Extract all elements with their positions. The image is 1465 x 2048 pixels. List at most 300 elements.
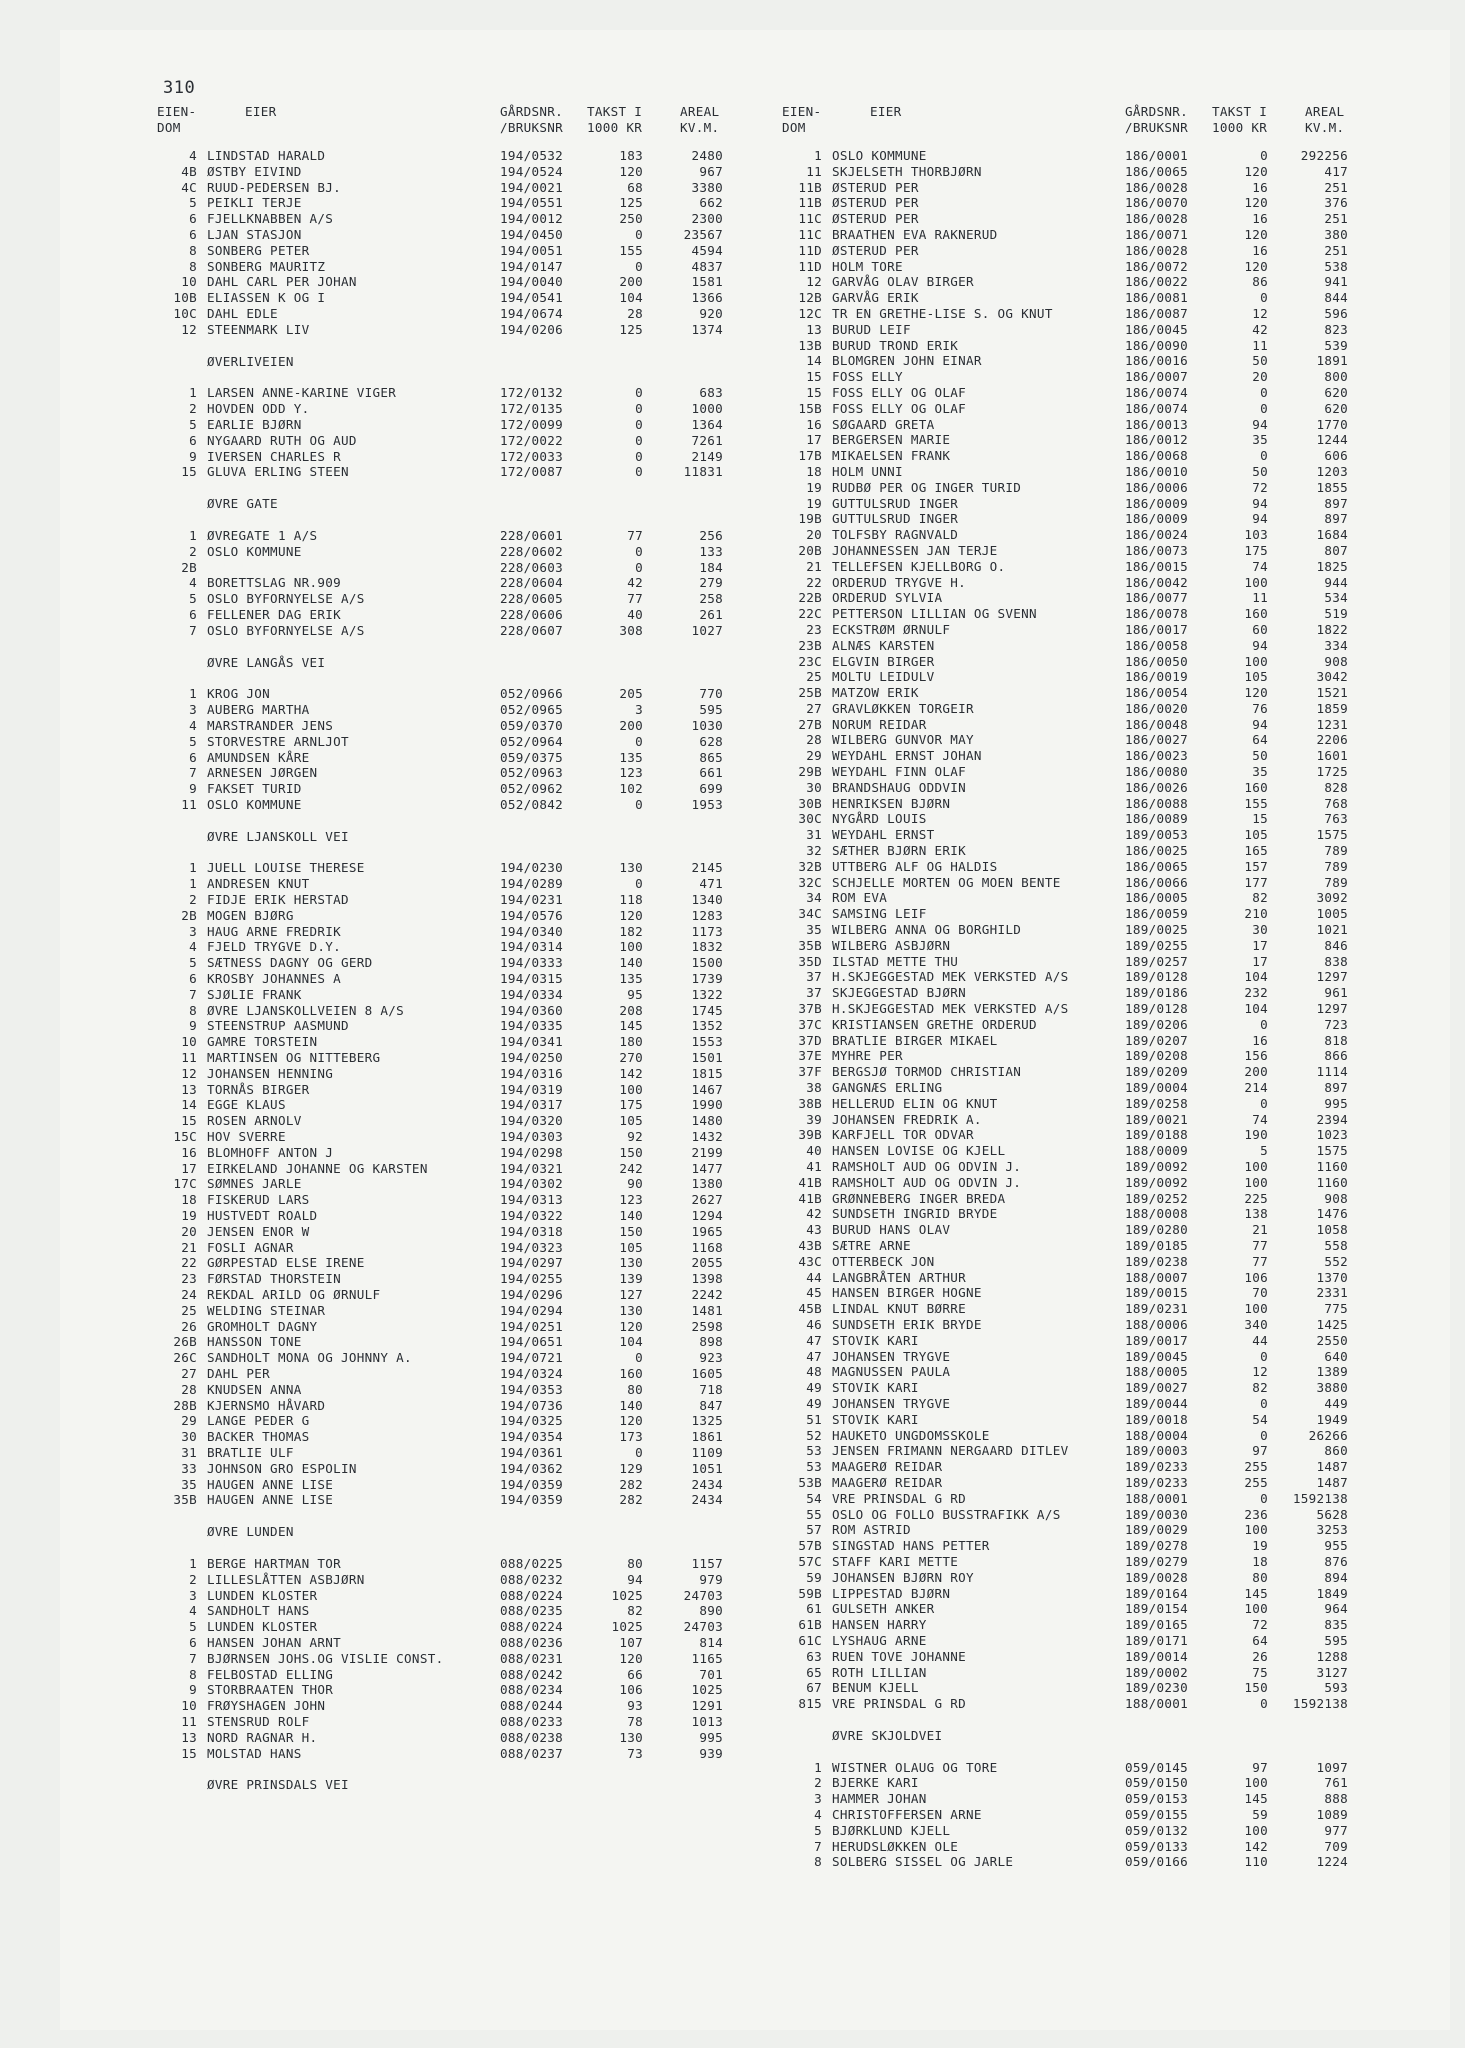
table-row [155,1129,755,1145]
owner-name: HAUGEN ANNE LISE [207,1492,334,1508]
takst-value: 100 [1244,1775,1268,1791]
table-row [155,259,755,275]
takst-value: 150 [619,1144,643,1160]
areal-value: 1160 [1316,1159,1348,1174]
gards-bruksnr: 088/0235 [500,1603,564,1619]
table-row [780,938,1380,954]
takst-value: 74 [1252,1111,1268,1127]
areal-value: 944 [1324,574,1348,590]
owner-name: STOVIK KARI [832,1332,919,1348]
table-row [780,227,1380,243]
areal-value: 2242 [691,1287,723,1302]
gards-bruksnr: 059/0155 [1125,1807,1189,1823]
table-row [780,780,1380,796]
gards-bruksnr: 189/0014 [1125,1648,1189,1664]
takst-value: 104 [619,290,643,306]
areal-value: 2206 [1316,732,1348,748]
takst-value: 155 [1244,795,1268,811]
property-number: 11B [798,179,822,195]
property-number: 4C [181,179,197,195]
areal-value: 967 [699,163,723,179]
table-row [780,338,1380,354]
gards-bruksnr: 186/0048 [1125,716,1189,732]
header-eier: EIER [245,104,277,119]
table-row [155,1429,755,1445]
gards-bruksnr: 052/0962 [500,781,564,797]
property-number: 4 [189,575,197,591]
owner-name: ROM EVA [832,890,888,906]
table-row [780,1333,1380,1349]
street-heading: ØVRE LJANSKOLL VEI [207,828,349,844]
areal-value: 417 [1324,163,1348,179]
areal-value: 1859 [1316,700,1348,716]
owner-name: MAAGERØ REIDAR [832,1459,943,1475]
owner-name: SOLBERG SISSEL OG JARLE [832,1854,1014,1870]
gards-bruksnr: 186/0065 [1125,858,1189,874]
takst-value: 100 [619,939,643,955]
takst-value: 0 [1260,290,1268,306]
takst-value: 242 [619,1160,643,1176]
table-row [155,1003,755,1019]
gards-bruksnr: 194/0320 [500,1113,564,1129]
property-number: 30 [181,1429,197,1445]
page-number: 310 [163,78,196,98]
takst-value: 100 [1244,1601,1268,1617]
takst-value: 165 [1244,843,1268,859]
property-number: 30C [798,811,822,827]
property-number: 37C [798,1016,822,1032]
table-row [780,1601,1380,1617]
areal-value: 923 [699,1350,723,1366]
takst-value: 64 [1252,732,1268,748]
table-row [780,1301,1380,1317]
property-number: 7 [814,1838,822,1854]
takst-value: 130 [619,860,643,876]
property-number: 8 [814,1854,822,1870]
areal-value: 261 [699,606,723,622]
table-row [780,638,1380,654]
areal-value: 11831 [683,464,723,480]
areal-value: 251 [1324,211,1348,227]
table-row [780,1254,1380,1270]
table-row [155,164,755,180]
areal-value: 995 [1324,1095,1348,1111]
takst-value: 183 [619,148,643,163]
owner-name: STORBRAATEN THOR [207,1682,334,1698]
table-row [780,1617,1380,1633]
table-row [780,432,1380,448]
owner-name: BENUM KJELL [832,1680,919,1696]
gards-bruksnr: 194/0289 [500,876,564,892]
property-number: 37 [806,969,822,985]
takst-value: 0 [635,464,643,480]
owner-name: SØMNES JARLE [207,1176,302,1192]
property-number: 19B [798,511,822,527]
property-number: 7 [189,986,197,1002]
areal-value: 1051 [691,1460,723,1476]
areal-value: 866 [1324,1048,1348,1064]
property-number: 2 [189,543,197,559]
areal-value: 3880 [1316,1380,1348,1396]
table-row [780,606,1380,622]
areal-value: 184 [699,559,723,575]
owner-name: SÆTNESS DAGNY OG GERD [207,955,373,971]
table-row [155,148,755,164]
owner-name: BRAATHEN EVA RAKNERUD [832,226,998,242]
owner-name: HOLM TORE [832,258,903,274]
property-number: 7 [189,1650,197,1666]
takst-value: 104 [619,1334,643,1350]
property-number: 15 [181,464,197,480]
owner-name: GLUVA ERLING STEEN [207,464,349,480]
takst-value: 138 [1244,1206,1268,1222]
gards-bruksnr: 059/0133 [1125,1838,1189,1854]
owner-name: FØRSTAD THORSTEIN [207,1271,341,1287]
owner-name: HOV SVERRE [207,1129,286,1145]
gards-bruksnr: 194/0341 [500,1034,564,1050]
takst-value: 340 [1244,1316,1268,1332]
areal-value: 701 [699,1666,723,1682]
areal-value: 558 [1324,1237,1348,1253]
takst-value: 21 [1252,1222,1268,1238]
takst-value: 35 [1252,764,1268,780]
table-row [780,496,1380,512]
table-row [780,1396,1380,1412]
gards-bruksnr: 186/0001 [1125,148,1189,163]
property-number: 26B [173,1334,197,1350]
gards-bruksnr: 186/0027 [1125,732,1189,748]
takst-value: 76 [1252,700,1268,716]
owner-name: KARFJELL TOR ODVAR [832,1127,974,1143]
areal-value: 2434 [691,1492,723,1508]
owner-name: TELLEFSEN KJELLBORG O. [832,558,1006,574]
areal-value: 251 [1324,179,1348,195]
takst-value: 0 [635,796,643,812]
takst-value: 106 [1244,1269,1268,1285]
gards-bruksnr: 189/0029 [1125,1522,1189,1538]
owner-name: GUTTULSRUD INGER [832,495,959,511]
gards-bruksnr: 172/0099 [500,416,564,432]
takst-value: 11 [1252,337,1268,353]
owner-name: HANSSON TONE [207,1334,302,1350]
gards-bruksnr: 186/0077 [1125,590,1189,606]
table-row [155,290,755,306]
property-number: 5 [189,195,197,211]
right-column [780,104,1380,1870]
owner-name: MARTINSEN OG NITTEBERG [207,1050,381,1066]
areal-value: 1575 [1316,827,1348,843]
property-number: 19 [181,1208,197,1224]
owner-name: FAKSET TURID [207,781,302,797]
table-row [155,1714,755,1730]
takst-value: 40 [627,606,643,622]
owner-name: BURUD TROND ERIK [832,337,959,353]
owner-name: LUNDEN KLOSTER [207,1587,318,1603]
table-row [780,417,1380,433]
property-number: 11 [181,796,197,812]
property-number: 4B [181,163,197,179]
table-row [780,464,1380,480]
owner-name: HANSEN BIRGER HOGNE [832,1285,982,1301]
table-row [155,686,755,702]
table-row [780,1428,1380,1444]
areal-value: 1815 [691,1065,723,1081]
gards-bruksnr: 194/0450 [500,226,564,242]
table-row [780,1033,1380,1049]
property-number: 2B [181,907,197,923]
table-row [780,1096,1380,1112]
takst-value: 105 [619,1239,643,1255]
gards-bruksnr: 088/0224 [500,1619,564,1635]
areal-value: 1322 [691,986,723,1002]
takst-value: 64 [1252,1632,1268,1648]
table-row [155,1176,755,1192]
gards-bruksnr: 186/0066 [1125,874,1189,890]
gards-bruksnr: 189/0154 [1125,1601,1189,1617]
gards-bruksnr: 172/0033 [500,448,564,464]
areal-value: 334 [1324,637,1348,653]
owner-name: ALNÆS KARSTEN [832,637,935,653]
gards-bruksnr: 194/0322 [500,1208,564,1224]
takst-value: 59 [1252,1807,1268,1823]
owner-name: BERGERSEN MARIE [832,432,951,448]
owner-name: STEENMARK LIV [207,321,310,337]
gards-bruksnr: 188/0001 [1125,1490,1189,1506]
gards-bruksnr: 088/0225 [500,1555,564,1571]
property-number: 20B [798,542,822,558]
owner-name: PEIKLI TERJE [207,195,302,211]
areal-value: 2300 [691,211,723,227]
areal-value: 620 [1324,384,1348,400]
property-number: 21 [181,1239,197,1255]
gards-bruksnr: 189/0164 [1125,1585,1189,1601]
takst-value: 66 [627,1666,643,1682]
owner-name: EIRKELAND JOHANNE OG KARSTEN [207,1160,428,1176]
property-number: 9 [189,1682,197,1698]
owner-name: AMUNDSEN KÅRE [207,749,310,765]
gards-bruksnr: 189/0258 [1125,1095,1189,1111]
table-row [780,1048,1380,1064]
property-number: 15 [806,384,822,400]
table-row [780,559,1380,575]
takst-value: 44 [1252,1332,1268,1348]
property-number: 11 [181,1713,197,1729]
gards-bruksnr: 059/0370 [500,717,564,733]
property-number: 6 [189,749,197,765]
property-number: 37F [798,1064,822,1080]
property-number: 12 [181,321,197,337]
takst-value: 100 [619,1081,643,1097]
table-row [155,1161,755,1177]
table-row [155,765,755,781]
property-number: 17B [798,448,822,464]
table-row [155,1255,755,1271]
property-number: 18 [806,463,822,479]
gards-bruksnr: 194/0051 [500,242,564,258]
gards-bruksnr: 186/0009 [1125,511,1189,527]
table-row [155,1034,755,1050]
areal-value: 1325 [691,1413,723,1429]
table-row [155,971,755,987]
table-row [155,560,755,576]
gards-bruksnr: 194/0251 [500,1318,564,1334]
property-number: 35 [806,922,822,938]
table-row [155,1382,755,1398]
table-row [780,448,1380,464]
property-number: 29 [181,1413,197,1429]
gards-bruksnr: 194/0231 [500,892,564,908]
areal-value: 1027 [691,622,723,638]
gards-bruksnr: 189/0021 [1125,1111,1189,1127]
gards-bruksnr: 194/0206 [500,321,564,337]
table-row [155,322,755,338]
areal-value: 699 [699,781,723,797]
gards-bruksnr: 194/0335 [500,1018,564,1034]
gards-bruksnr: 189/0128 [1125,969,1189,985]
property-number: 22C [798,606,822,622]
table-row [780,1665,1380,1681]
table-row [155,1271,755,1287]
takst-value: 236 [1244,1506,1268,1522]
areal-value: 539 [1324,337,1348,353]
takst-value: 270 [619,1050,643,1066]
owner-name: GANGNÆS ERLING [832,1080,943,1096]
owner-name: BURUD HANS OLAV [832,1222,951,1238]
areal-value: 789 [1324,843,1348,859]
table-row [155,1572,755,1588]
areal-value: 683 [699,385,723,401]
owner-name: HUSTVEDT ROALD [207,1208,318,1224]
gards-bruksnr: 186/0045 [1125,321,1189,337]
gards-bruksnr: 186/0006 [1125,479,1189,495]
owner-name: WILBERG ANNA OG BORGHILD [832,922,1022,938]
property-number: 48 [806,1364,822,1380]
takst-value: 35 [1252,432,1268,448]
areal-value: 1487 [1316,1474,1348,1490]
gards-bruksnr: 186/0023 [1125,748,1189,764]
owner-name: OSLO KOMMUNE [207,796,302,812]
gards-bruksnr: 186/0071 [1125,226,1189,242]
areal-value: 3042 [1316,669,1348,685]
owner-name: HAMMER JOHAN [832,1791,927,1807]
owner-name: RAMSHOLT AUD OG ODVIN J. [832,1174,1022,1190]
areal-value: 1725 [1316,764,1348,780]
areal-value: 2598 [691,1318,723,1334]
owner-name: ØSTERUD PER [832,195,919,211]
property-number: 2 [814,1775,822,1791]
gards-bruksnr: 194/0325 [500,1413,564,1429]
areal-value: 1592138 [1292,1696,1348,1712]
table-row [780,511,1380,527]
takst-value: 282 [619,1492,643,1508]
takst-value: 102 [619,781,643,797]
table-row [780,164,1380,180]
gards-bruksnr: 194/0361 [500,1444,564,1460]
areal-value: 449 [1324,1395,1348,1411]
property-number: 16 [181,1144,197,1160]
owner-name: GULSETH ANKER [832,1601,935,1617]
owner-name: FOSS ELLY OG OLAF [832,384,966,400]
areal-value: 818 [1324,1032,1348,1048]
areal-value: 2145 [691,860,723,876]
owner-name: ØSTERUD PER [832,211,919,227]
property-number: 5 [189,416,197,432]
owner-name: GUTTULSRUD INGER [832,511,959,527]
gards-bruksnr: 172/0132 [500,385,564,401]
owner-name: GAMRE TORSTEIN [207,1034,318,1050]
areal-value: 789 [1324,874,1348,890]
gards-bruksnr: 186/0028 [1125,211,1189,227]
gards-bruksnr: 052/0963 [500,765,564,781]
areal-value: 1825 [1316,558,1348,574]
owner-name: KNUDSEN ANNA [207,1381,302,1397]
table-row [780,148,1380,164]
owner-name: OSLO OG FOLLO BUSSTRAFIKK A/S [832,1506,1061,1522]
table-row [780,1475,1380,1491]
gards-bruksnr: 186/0042 [1125,574,1189,590]
gards-bruksnr: 186/0005 [1125,890,1189,906]
property-number: 32B [798,858,822,874]
takst-value: 150 [619,1223,643,1239]
gards-bruksnr: 059/0150 [1125,1775,1189,1791]
areal-value: 1173 [691,923,723,939]
gards-bruksnr: 194/0551 [500,195,564,211]
areal-value: 1553 [691,1034,723,1050]
gards-bruksnr: 088/0234 [500,1682,564,1698]
takst-value: 17 [1252,953,1268,969]
owner-name: ORDERUD TRYGVE H. [832,574,966,590]
owner-name: RUDBØ PER OG INGER TURID [832,479,1022,495]
property-number: 41 [806,1159,822,1174]
gards-bruksnr: 189/0279 [1125,1553,1189,1569]
table-row [780,1270,1380,1286]
takst-value: 16 [1252,179,1268,195]
owner-name: HOLM UNNI [832,463,903,479]
owner-name: BORETTSLAG NR.909 [207,575,341,591]
table-row [780,1127,1380,1143]
property-number: 12 [806,274,822,290]
takst-value: 0 [635,385,643,401]
owner-name: WELDING STEINAR [207,1302,326,1318]
owner-name: STENSRUD ROLF [207,1713,310,1729]
property-number: 6 [189,1634,197,1650]
gards-bruksnr: 186/0007 [1125,369,1189,385]
property-number: 12 [181,1065,197,1081]
areal-value: 593 [1324,1680,1348,1696]
property-number: 30B [798,795,822,811]
property-number: 27 [181,1365,197,1381]
owner-name: FELBOSTAD ELLING [207,1666,334,1682]
areal-value: 1005 [1316,906,1348,922]
owner-name: BACKER THOMAS [207,1429,310,1445]
property-number: 6 [189,211,197,227]
owner-name: NORUM REIDAR [832,716,927,732]
areal-value: 1294 [691,1208,723,1224]
gards-bruksnr: 186/0054 [1125,685,1189,701]
gards-bruksnr: 194/0340 [500,923,564,939]
owner-name: BURUD LEIF [832,321,911,337]
owner-name: WEYDAHL ERNST JOHAN [832,748,982,764]
gards-bruksnr: 188/0005 [1125,1364,1189,1380]
table-row [155,1066,755,1082]
gards-bruksnr: 189/0128 [1125,1001,1189,1017]
areal-value: 1891 [1316,353,1348,369]
owner-name: WEYDAHL ERNST [832,827,935,843]
areal-value: 3380 [691,179,723,195]
table-row [780,1080,1380,1096]
table-row [780,985,1380,1001]
owner-name: CHRISTOFFERSEN ARNE [832,1807,982,1823]
